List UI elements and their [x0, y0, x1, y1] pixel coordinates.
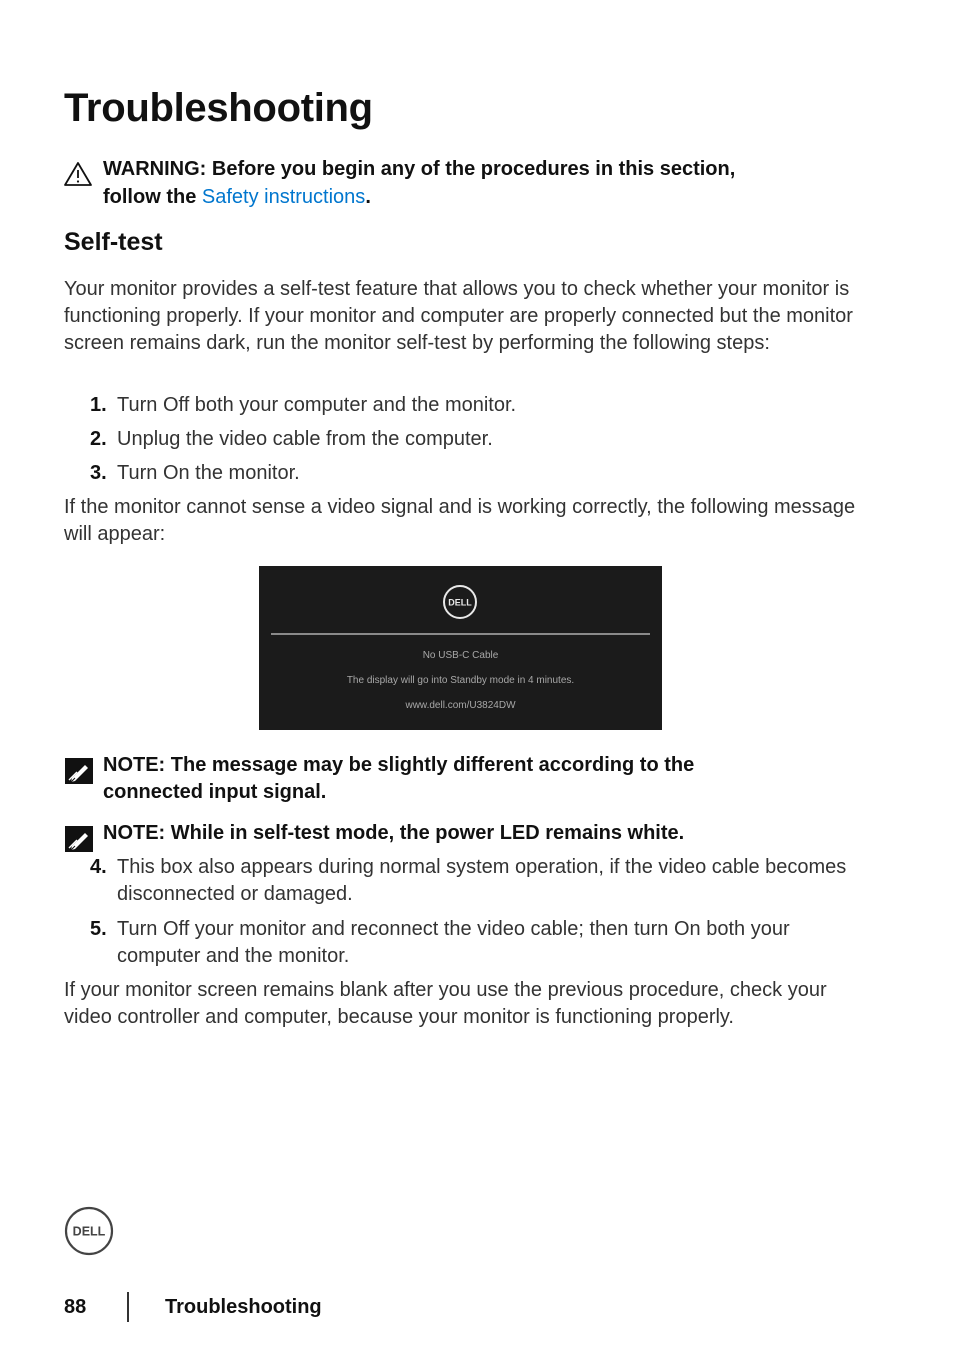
dell-logo-icon — [442, 584, 478, 620]
step-number: 5. — [90, 918, 107, 940]
step-number: 2. — [90, 428, 107, 450]
step-text: Turn Off your monitor and reconnect the video cable; then turn On both your computer and the monitor. — [117, 918, 790, 967]
note-icon — [64, 825, 94, 853]
step-item — [90, 460, 860, 487]
warning-line-2 — [103, 183, 863, 211]
note-icon — [64, 757, 94, 785]
monitor-message-line-1: No USB-C Cable — [422, 650, 499, 661]
dell-logo-icon — [64, 1206, 114, 1256]
step-number: 4. — [90, 856, 107, 878]
step-text: Turn Off both your computer and the monitor. — [117, 394, 517, 416]
note-callout — [103, 752, 863, 806]
footer-section-title: Troubleshooting — [165, 1296, 322, 1318]
page-number: 88 — [64, 1296, 87, 1318]
dell-logo-text: DELL — [448, 597, 472, 608]
warning-callout — [103, 155, 863, 211]
step-text: Unplug the video cable from the computer. — [117, 428, 493, 450]
step-number: 1. — [90, 394, 107, 416]
after-steps-text: If the monitor cannot sense a video signal and is working correctly, the following message will appear: — [64, 496, 856, 545]
page-title: Troubleshooting — [64, 86, 373, 130]
note-line-1: NOTE: While in self-test mode, the power LED remains white. — [103, 822, 685, 844]
monitor-message-image — [259, 566, 662, 730]
closing-paragraph: If your monitor screen remains blank after you use the previous procedure, check your video controller and computer, because your monitor is functioning properly. — [64, 979, 827, 1028]
note-line-1: NOTE: The message may be slightly different according to the — [103, 754, 695, 776]
safety-instructions-link[interactable]: Safety instructions — [201, 186, 366, 208]
self-test-heading: Self-test — [64, 228, 163, 256]
dell-logo — [442, 584, 478, 620]
step-item — [90, 916, 860, 970]
step-number: 3. — [90, 462, 107, 484]
warning-icon — [63, 161, 93, 187]
footer-logo-text: DELL — [72, 1224, 106, 1239]
note-callout — [103, 820, 863, 847]
warning-line-1: WARNING: Before you begin any of the procedures in this section, — [103, 158, 736, 180]
footer-dell-logo — [64, 1206, 114, 1256]
note-line-2: connected input signal. — [103, 781, 327, 803]
step-text: This box also appears during normal system operation, if the video cable becomes disconnected or damaged. — [117, 856, 847, 905]
footer-divider — [127, 1292, 129, 1322]
warning-line-2-suffix: . — [365, 186, 371, 208]
monitor-divider — [271, 633, 650, 635]
monitor-message-line-2: The display will go into Standby mode in 4 minutes. — [346, 675, 575, 686]
step-item — [90, 854, 860, 908]
self-test-intro: Your monitor provides a self-test feature that allows you to check whether your monitor is functioning properly. If your monitor and computer are properly connected but the monitor screen remains dark, run the monitor self-test by performing the following steps: — [64, 278, 853, 354]
step-item — [90, 426, 860, 453]
warning-line-2-prefix: follow the — [103, 186, 202, 208]
step-item — [90, 392, 860, 419]
step-text: Turn On the monitor. — [117, 462, 300, 484]
monitor-message-line-3: www.dell.com/U3824DW — [405, 700, 516, 711]
